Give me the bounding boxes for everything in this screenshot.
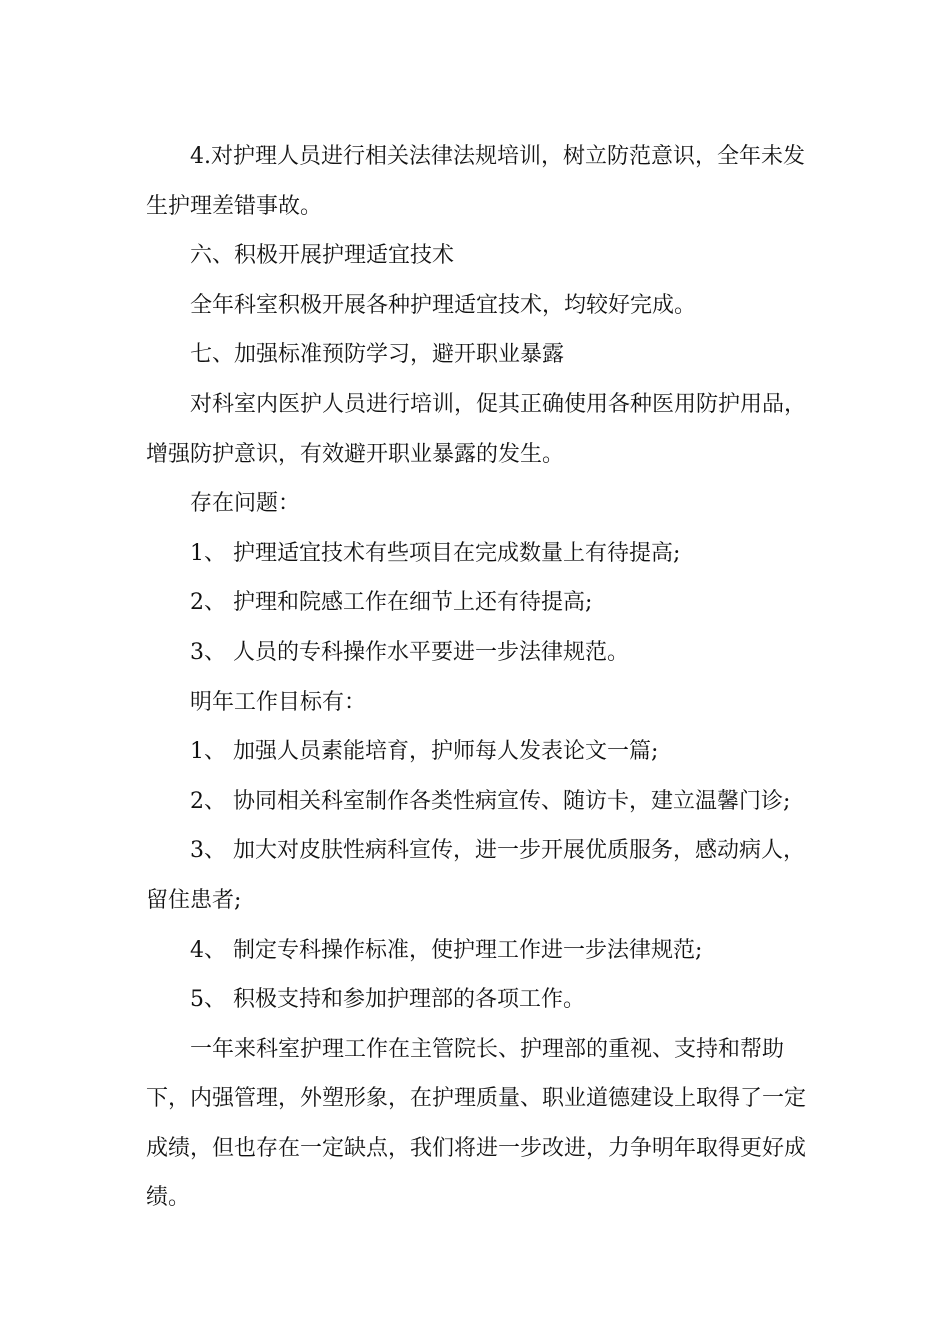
heading-existing-problems: 存在问题： [190,491,301,517]
paragraph-conclusion: 一年来科室护理工作在主管院长、护理部的重视、支持和帮助下，内强管理，外塑形象，在护理质量、职业道德建设上取得了一定成绩，但也存在一定缺点，我们将进一步改进，力争明年取得更好成绩。 [146,1036,807,1211]
heading-next-year-goals: 明年工作目标有： [190,689,367,715]
problem-item-2: 2、 护理和院感工作在细节上还有待提高; [190,590,593,616]
document-body [146,132,816,1223]
problem-item-1: 1、 护理适宜技术有些项目在完成数量上有待提高; [190,540,681,566]
paragraph-training-item-4: 4.对护理人员进行相关法律法规培训，树立防范意识，全年未发生护理差错事故。 [146,144,805,219]
goal-item-5: 5、 积极支持和参加护理部的各项工作。 [190,987,585,1013]
problem-item-3: 3、 人员的专科操作水平要进一步法律规范。 [190,639,629,665]
goal-item-1: 1、 加强人员素能培育，护师每人发表论文一篇; [190,739,659,765]
paragraph-protection-training: 对科室内医护人员进行培训，促其正确使用各种医用防护用品，增强防护意识，有效避开职业暴露的发生。 [146,391,807,467]
paragraph-appropriate-techniques: 全年科室积极开展各种护理适宜技术，均较好完成。 [190,292,697,318]
section-heading-7: 七、加强标准预防学习，避开职业暴露 [190,342,565,368]
section-heading-6: 六、积极开展护理适宜技术 [190,243,455,269]
goal-item-3: 3、 加大对皮肤性病科宣传，进一步开展优质服务，感动病人，留住患者; [146,838,805,913]
goal-item-2: 2、 协同相关科室制作各类性病宣传、随访卡，建立温馨门诊; [190,788,791,814]
goal-item-4: 4、 制定专科操作标准，使护理工作进一步法律规范; [190,937,703,963]
